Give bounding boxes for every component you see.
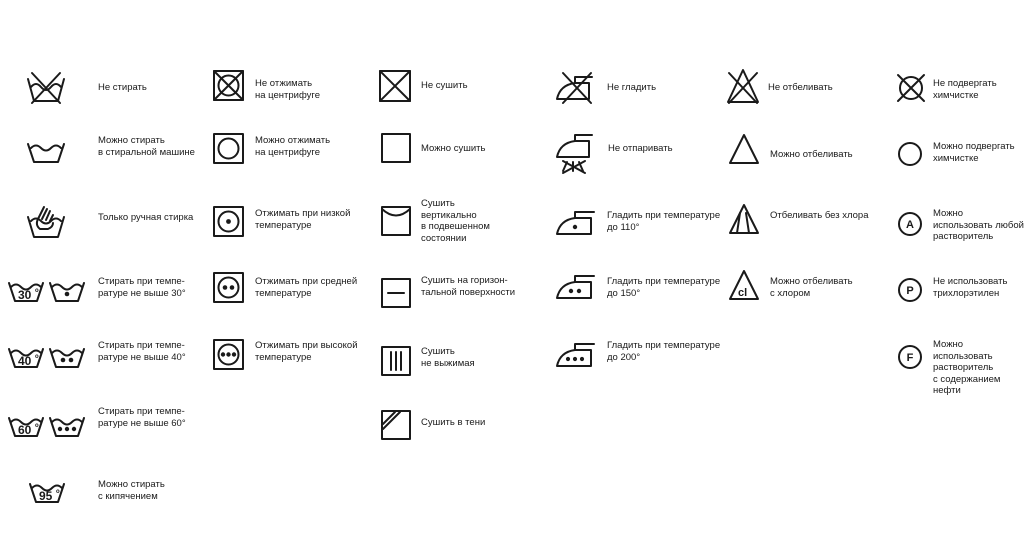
spin-low-icon	[213, 206, 244, 237]
washtub-icon	[26, 140, 66, 164]
shade-dry-label: Сушить в тени	[421, 417, 486, 428]
any-solvent-label: Можно использовать любой растворитель	[933, 208, 1024, 242]
no-steam-label: Не отпаривать	[608, 143, 673, 154]
spin-mid-icon	[213, 272, 244, 303]
no-dry-label: Не сушить	[421, 80, 468, 91]
degree-mark: o	[35, 423, 39, 429]
washtub-three-dots-icon	[48, 414, 86, 438]
dry-label: Можно сушить	[421, 143, 486, 154]
petrol-solvent-label: Можно использовать растворитель с содержанием нефти	[933, 339, 1001, 396]
dryclean-circle-icon	[898, 142, 922, 166]
iron-two-dots-icon	[555, 272, 597, 302]
solvent-p-icon	[898, 278, 922, 302]
dry-square-icon	[381, 133, 411, 163]
iron-one-dot-icon	[555, 208, 597, 238]
washtub-30-icon	[7, 279, 45, 303]
non-chlorine-bleach-icon	[728, 203, 760, 235]
wash-60-label: Стирать при темпе- ратуре не выше 60°	[98, 406, 186, 429]
washtub-60-icon	[7, 414, 45, 438]
drip-dry-icon	[381, 346, 411, 376]
no-spin-label: Не отжимать на центрифуге	[255, 78, 320, 101]
no-iron-label: Не гладить	[607, 82, 657, 93]
solvent-a-letter: A	[906, 219, 914, 231]
no-chlorine-label: Отбеливать без хлора	[770, 210, 869, 221]
machine-wash-label: Можно стирать в стиральной машине	[98, 135, 195, 158]
washtub-95-icon	[28, 480, 66, 504]
solvent-f-letter: F	[906, 352, 914, 364]
chlorine-bleach-icon	[728, 269, 760, 301]
degree-mark: o	[35, 354, 39, 360]
degree-mark: o	[56, 489, 60, 495]
washtub-40-icon	[7, 345, 45, 369]
temp-badge-60: 60	[18, 423, 32, 437]
dryclean-label: Можно подвергать химчистке	[933, 141, 1015, 164]
iron-three-dots-icon	[555, 340, 597, 370]
solvent-p-letter: P	[906, 285, 914, 297]
line-dry-icon	[381, 206, 411, 236]
no-dryclean-label: Не подвергать химчистке	[933, 78, 997, 101]
no-tce-label: Не использовать трихлорэтилен	[933, 276, 1008, 299]
solvent-f-icon	[898, 345, 922, 369]
vertical-dry-label: Сушить вертикально в подвешенном состоянии	[421, 198, 490, 244]
no-dryclean-icon	[895, 72, 927, 104]
no-dry-icon	[379, 70, 411, 102]
no-bleach-label: Не отбеливать	[768, 82, 833, 93]
cl-mark: cl	[738, 287, 748, 299]
washtub-two-dots-icon	[48, 345, 86, 369]
washtub-one-dot-icon	[48, 279, 86, 303]
spin-dryer-icon	[213, 133, 244, 164]
shade-dry-icon	[381, 410, 411, 440]
no-spin-icon	[213, 70, 244, 101]
iron-200-label: Гладить при температуре до 200°	[607, 340, 721, 363]
temp-badge-95: 95	[39, 489, 53, 503]
degree-mark: o	[35, 288, 39, 294]
boil-wash-label: Можно стирать с кипячением	[98, 479, 165, 502]
spin-high-label: Отжимать при высокой температуре	[255, 340, 358, 363]
spin-label: Можно отжимать на центрифуге	[255, 135, 331, 158]
hand-wash-label: Только ручная стирка	[98, 212, 194, 223]
bleach-triangle-icon	[728, 133, 760, 165]
temp-badge-30: 30	[18, 288, 32, 302]
spin-high-icon	[213, 339, 244, 370]
no-bleach-icon	[726, 67, 760, 105]
temp-badge-40: 40	[18, 354, 32, 368]
flat-dry-label: Сушить на горизон- тальной поверхности	[421, 275, 516, 298]
iron-110-label: Гладить при температуре до 110°	[607, 210, 721, 233]
no-steam-icon	[555, 133, 597, 175]
iron-150-label: Гладить при температуре до 150°	[607, 276, 721, 299]
no-iron-icon	[555, 69, 597, 105]
wash-30-label: Стирать при темпе- ратуре не выше 30°	[98, 276, 186, 299]
chlorine-label: Можно отбеливать с хлором	[770, 276, 853, 299]
no-wash-label: Не стирать	[98, 82, 147, 93]
bleach-label: Можно отбеливать	[770, 149, 853, 160]
wash-40-label: Стирать при темпе- ратуре не выше 40°	[98, 340, 186, 363]
flat-dry-icon	[381, 278, 411, 308]
no-wash-icon	[26, 69, 66, 105]
hand-wash-icon	[26, 203, 66, 239]
spin-low-label: Отжимать при низкой температуре	[255, 208, 351, 231]
spin-mid-label: Отжимать при средней температуре	[255, 276, 358, 299]
solvent-a-icon	[898, 212, 922, 236]
drip-dry-label: Сушить не выжимая	[421, 346, 475, 369]
